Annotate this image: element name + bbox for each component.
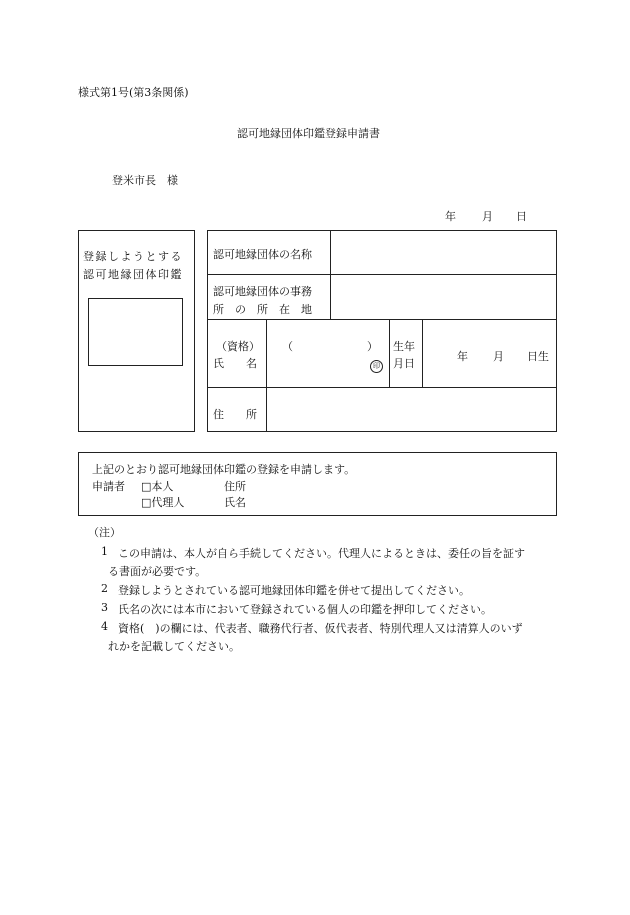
applicant-name-label: 氏名 bbox=[224, 496, 246, 509]
seal-panel-label-line1: 登録しようとする bbox=[83, 250, 183, 263]
note-text: 氏名の次には本市において登録されている個人の印鑑を押印してください。 bbox=[118, 603, 492, 616]
note-text: 資格( )の欄には、代表者、職務代行者、仮代表者、特別代理人又は清算人のいず bbox=[118, 622, 523, 635]
birth-date-label-line1: 生年 bbox=[393, 340, 415, 353]
applicant-label: 申請者 bbox=[92, 480, 125, 493]
notes-heading: （注） bbox=[88, 526, 121, 539]
date-year: 年 bbox=[445, 210, 456, 223]
seal-registration-panel bbox=[78, 230, 195, 432]
birth-date-label-line2: 月日 bbox=[393, 357, 415, 370]
address-field[interactable] bbox=[268, 389, 554, 430]
addressee: 登米市長 様 bbox=[112, 174, 178, 187]
date-day: 日 bbox=[516, 210, 527, 223]
birth-date-field[interactable] bbox=[424, 321, 554, 385]
applicant-address-label: 住所 bbox=[224, 480, 246, 493]
applicant-self-checkbox[interactable]: □本人 bbox=[141, 480, 174, 493]
row-divider bbox=[207, 274, 557, 275]
organization-name-field[interactable] bbox=[332, 232, 554, 272]
office-location-label-line2: 所 の 所 在 地 bbox=[213, 303, 312, 316]
representative-name-field[interactable] bbox=[268, 321, 386, 385]
form-number: 様式第1号(第3条関係) bbox=[78, 86, 189, 99]
note-text-continued: る書面が必要です。 bbox=[108, 565, 207, 578]
address-label: 住 所 bbox=[213, 408, 257, 421]
note-number: 2 bbox=[101, 582, 108, 595]
office-location-field[interactable] bbox=[332, 276, 554, 317]
row-divider bbox=[207, 319, 557, 320]
note-text: この申請は、本人が自ら手続してください。代理人によるときは、委任の旨を証す bbox=[118, 547, 525, 560]
qualification-paren-close: ） bbox=[367, 340, 378, 353]
person-name-label: 氏 名 bbox=[213, 357, 257, 370]
application-statement: 上記のとおり認可地縁団体印鑑の登録を申請します。 bbox=[92, 463, 356, 476]
organization-name-label: 認可地縁団体の名称 bbox=[213, 248, 312, 261]
seal-panel-label-line2: 認可地縁団体印鑑 bbox=[83, 268, 183, 281]
birth-day: 日生 bbox=[527, 350, 549, 363]
office-location-label-line1: 認可地縁団体の事務 bbox=[213, 285, 312, 298]
document-title: 認可地縁団体印鑑登録申請書 bbox=[237, 127, 380, 140]
applicant-agent-checkbox[interactable]: □代理人 bbox=[141, 496, 185, 509]
note-text: 登録しようとされている認可地縁団体印鑑を併せて提出してください。 bbox=[118, 584, 470, 597]
date-month: 月 bbox=[482, 210, 493, 223]
qualification-label: （資格） bbox=[216, 340, 260, 353]
seal-impression-box[interactable] bbox=[88, 298, 183, 366]
note-number: 1 bbox=[101, 545, 108, 558]
column-divider bbox=[330, 230, 331, 319]
qualification-paren-open: （ bbox=[282, 340, 293, 353]
birth-month: 月 bbox=[493, 350, 504, 363]
note-number: 3 bbox=[101, 601, 108, 614]
row-divider bbox=[207, 387, 557, 388]
note-text-continued: れかを記載してください。 bbox=[108, 640, 240, 653]
seal-stamp-icon: 印 bbox=[370, 360, 383, 373]
column-divider bbox=[422, 319, 423, 387]
applicant-box bbox=[78, 452, 557, 516]
column-divider bbox=[389, 319, 390, 387]
note-number: 4 bbox=[101, 620, 108, 633]
birth-year: 年 bbox=[457, 350, 468, 363]
column-divider bbox=[266, 319, 267, 432]
